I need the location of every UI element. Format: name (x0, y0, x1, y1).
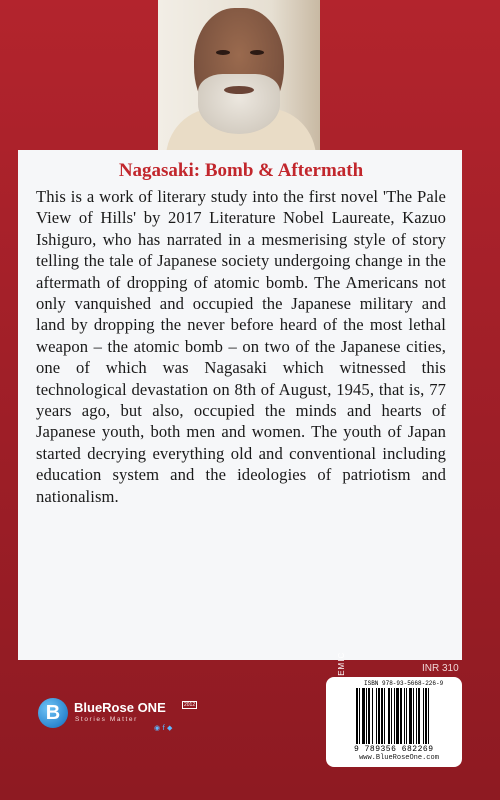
publisher-website: www.BlueRoseOne.com (359, 754, 439, 762)
blurb-text: This is a work of literary study into the first novel 'The Pale View of Hills' by 2017 Literature Nobel Laureate, Kazuo Ishiguro, who has narrated in a mesmerising style of story telling the tale of Japanese society undergoing change in the aftermath of dropping of atomic bomb. The Americans not only vanquished and occupied the Japanese military and land by dropping the never before heard of the most lethal weapon – the atomic bomb – on two of the Japanese cities, one of which was Nagasaki which witnessed this technological devastation on 8th of August, 1945, that is, 77 years ago, but also, occupied the minds and hearts of Japanese youth, both men and women. The youth of Japan started decrying everything old and conventional including education system and the ideologies of patriotism and nationalism. (36, 187, 446, 506)
publisher-logo (38, 694, 198, 734)
publisher-logo-icon: B (38, 698, 68, 728)
isbn-label: ISBN 978-93-5668-226-9 (364, 680, 444, 687)
book-title: Nagasaki: Bomb & Aftermath (118, 160, 364, 181)
price-label: INR 310 (422, 663, 459, 674)
barcode-digits: 9 789356 682269 (354, 745, 434, 754)
publisher-tagline: Stories Matter (75, 716, 138, 723)
author-photo (158, 0, 320, 150)
barcode-icon (356, 688, 452, 746)
blurb-panel (18, 150, 462, 660)
social-icons: ◉ f ◆ (154, 724, 173, 732)
publisher-name: BlueRose ONE (74, 700, 166, 715)
publisher-since: 2012 (184, 702, 196, 708)
